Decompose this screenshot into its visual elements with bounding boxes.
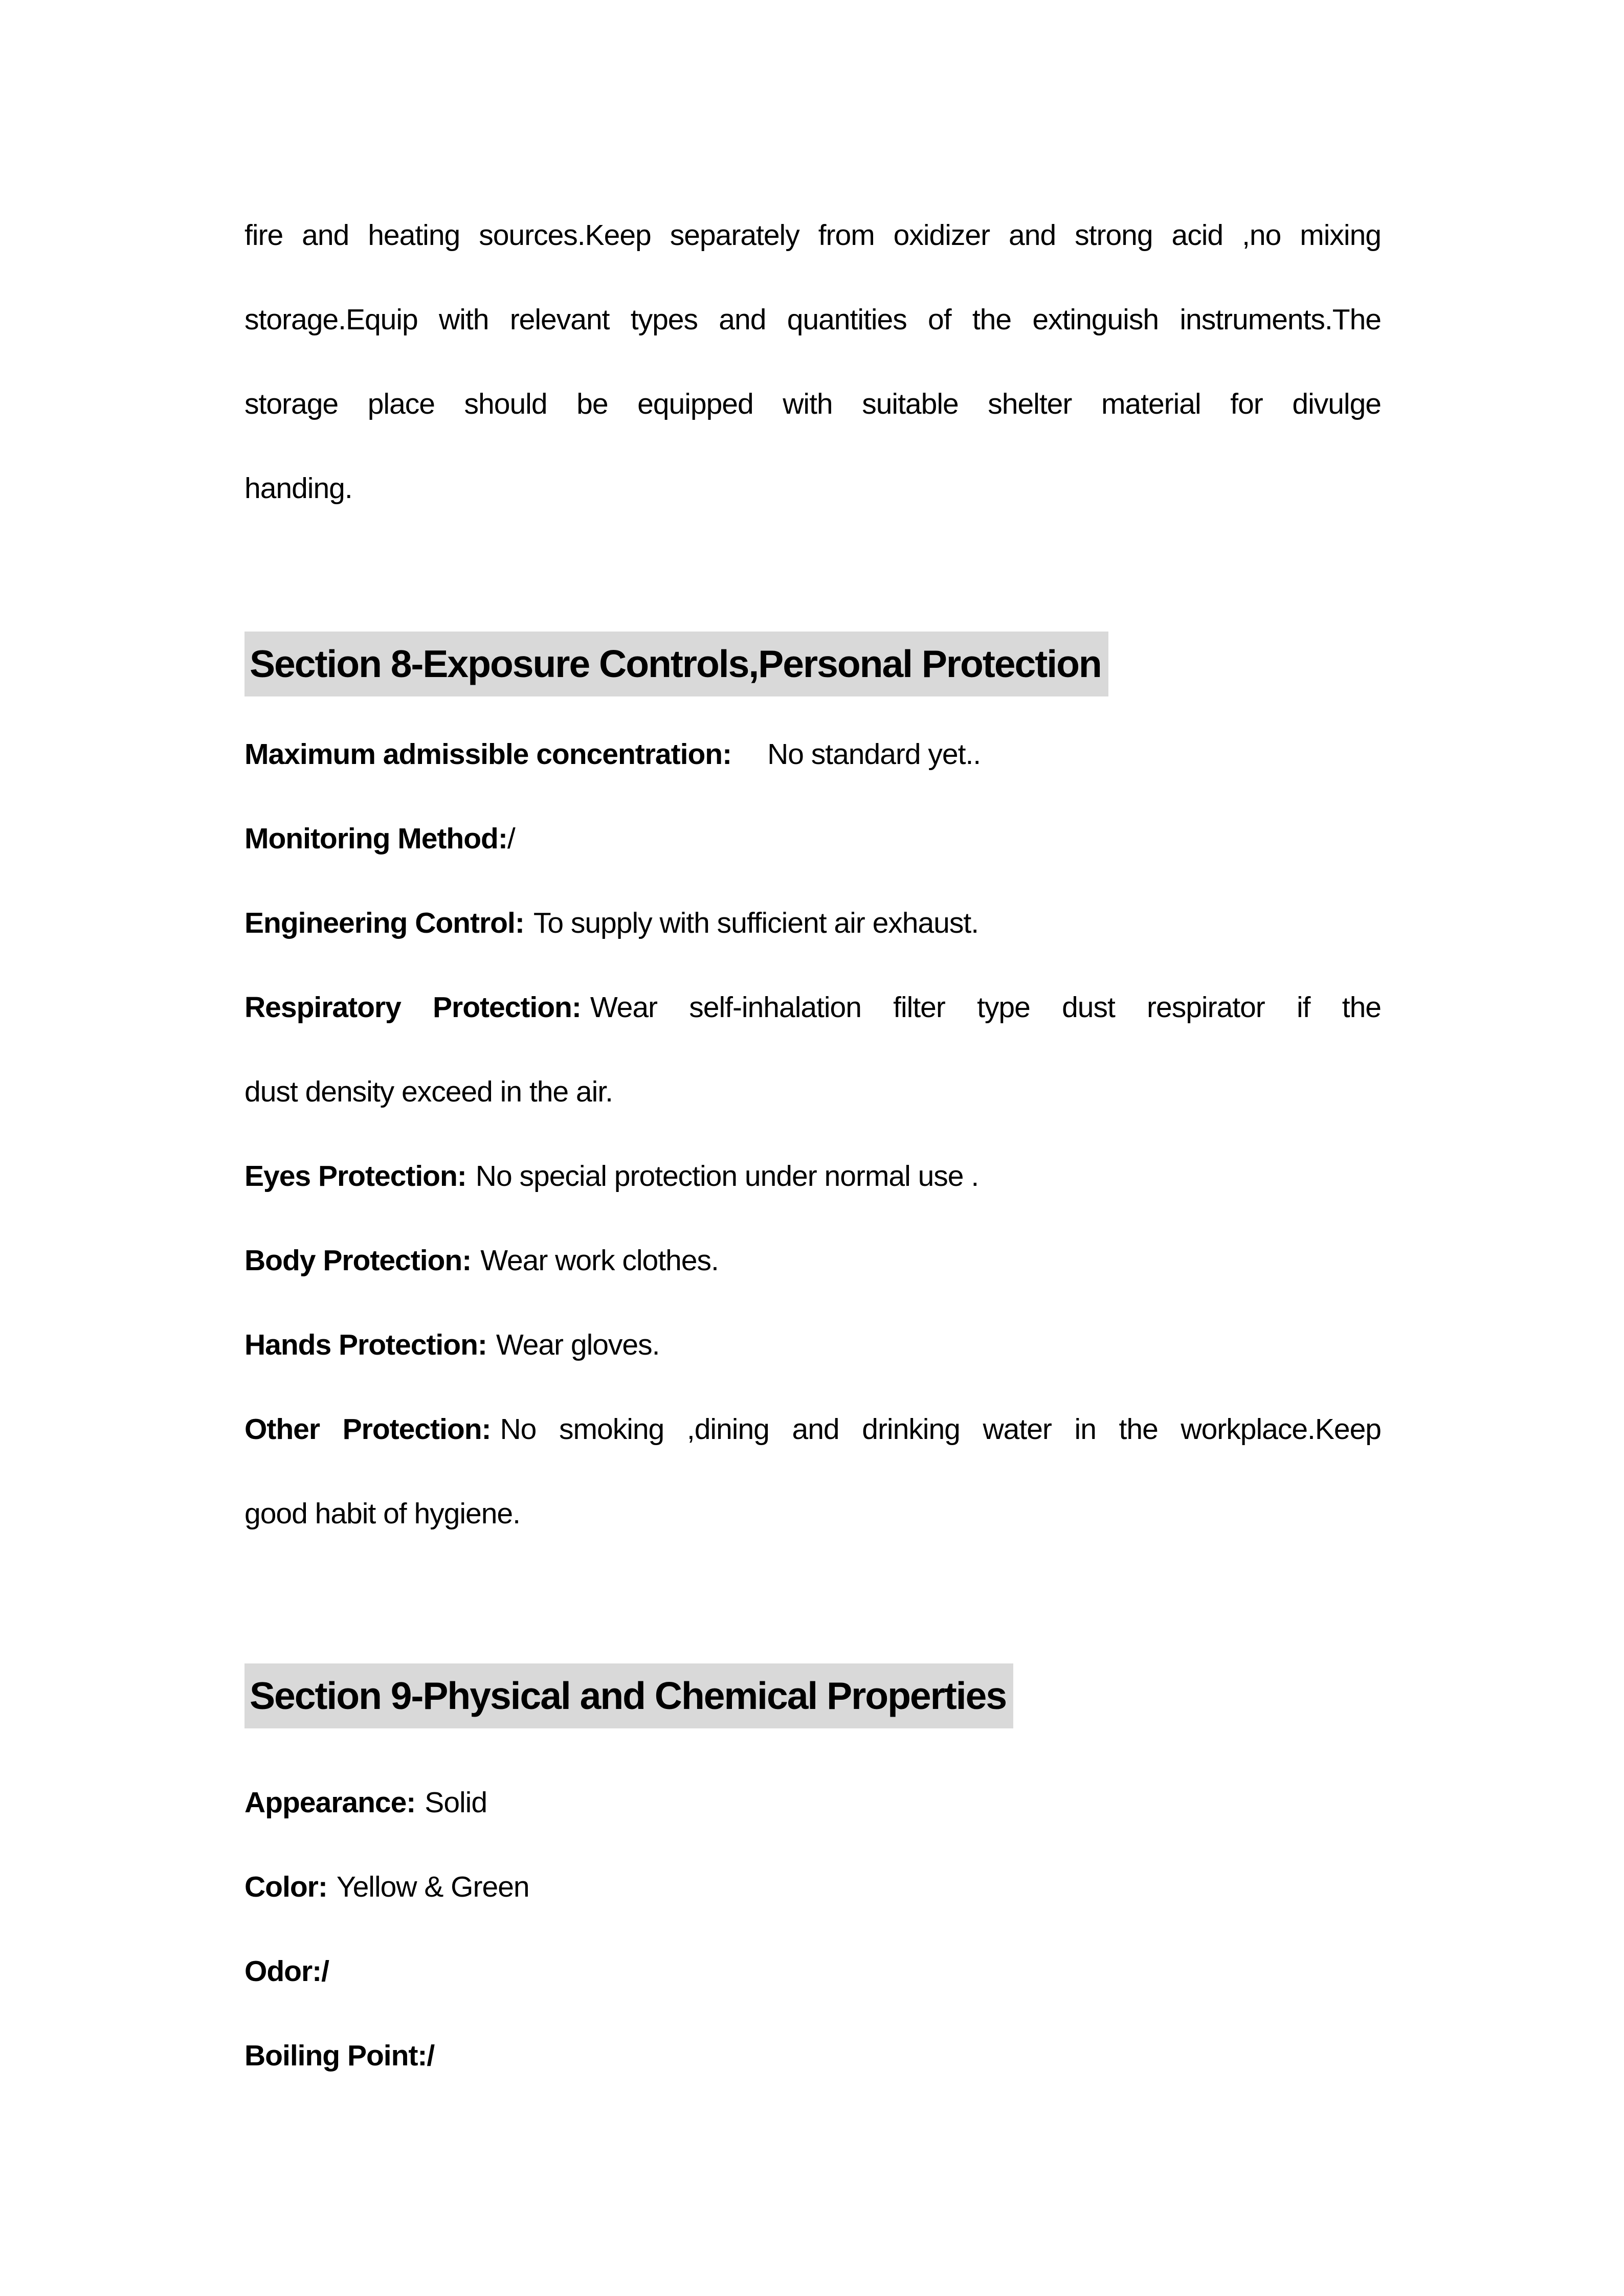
entry-value: / [507,822,515,855]
entry-value: No special protection under normal use . [475,1160,979,1192]
entry-value: Solid [425,1786,487,1819]
storage-paragraph [244,193,1381,531]
entry-value: To supply with sufficient air exhaust. [533,907,979,939]
entry-respiratory-protection-line-2: dust density exceed in the air. [244,1075,613,1108]
entry-odor [244,1929,1381,2014]
entry-hands-protection [244,1303,1381,1387]
entry-body-protection [244,1219,1381,1303]
entry-label: Appearance: [244,1786,416,1819]
entry-label: Engineering Control: [244,907,524,939]
entry-label: Maximum admissible concentration: [244,738,732,771]
entry-color [244,1845,1381,1929]
paragraph-line-2: storage.Equip with relevant types and quantities of the extinguish instruments.The [244,303,1381,336]
paragraph-line-3: storage place should be equipped with suitable shelter material for divulge [244,388,1381,420]
section-9-heading [244,1663,1381,1739]
entry-appearance [244,1761,1381,1845]
entry-label: Hands Protection: [244,1329,487,1361]
section-8-entries [244,712,1381,1556]
entry-value: Wear self-inhalation filter type dust respirator if the [590,991,1381,1024]
section-9-heading-text: Section 9-Physical and Chemical Properties [244,1663,1013,1728]
entry-label: Eyes Protection: [244,1160,466,1192]
entry-other-protection-line-1 [244,1387,1381,1472]
paragraph-line-1: fire and heating sources.Keep separately from oxidizer and strong acid ,no mixing [244,219,1381,252]
entry-boiling-point [244,2014,1381,2098]
entry-label: Monitoring Method: [244,822,507,855]
entry-value: / [427,2039,435,2072]
entry-other-protection-line-2: good habit of hygiene. [244,1497,520,1530]
section-8-heading-text: Section 8-Exposure Controls,Personal Protection [244,632,1108,696]
entry-label: Color: [244,1871,327,1903]
section-8-heading [244,632,1381,707]
entry-value: Wear work clothes. [480,1244,719,1277]
entry-label: Odor: [244,1955,322,1988]
section-9-entries [244,1761,1381,2098]
entry-label: Other Protection: [244,1413,491,1446]
entry-monitoring-method [244,797,1381,881]
entry-value: No standard yet.. [767,738,981,771]
entry-engineering-control [244,881,1381,965]
entry-label: Boiling Point: [244,2039,427,2072]
entry-maximum-admissible-concentration [244,712,1381,797]
entry-label: Body Protection: [244,1244,472,1277]
entry-value: Yellow & Green [336,1871,529,1903]
paragraph-line-4: handing. [244,472,352,505]
entry-value: No smoking ,dining and drinking water in the workplace.Keep [500,1413,1381,1446]
entry-label: Respiratory Protection: [244,991,581,1024]
entry-respiratory-protection-line-1 [244,965,1381,1050]
entry-eyes-protection [244,1134,1381,1219]
entry-value: Wear gloves. [496,1329,660,1361]
entry-value: / [321,1955,329,1988]
